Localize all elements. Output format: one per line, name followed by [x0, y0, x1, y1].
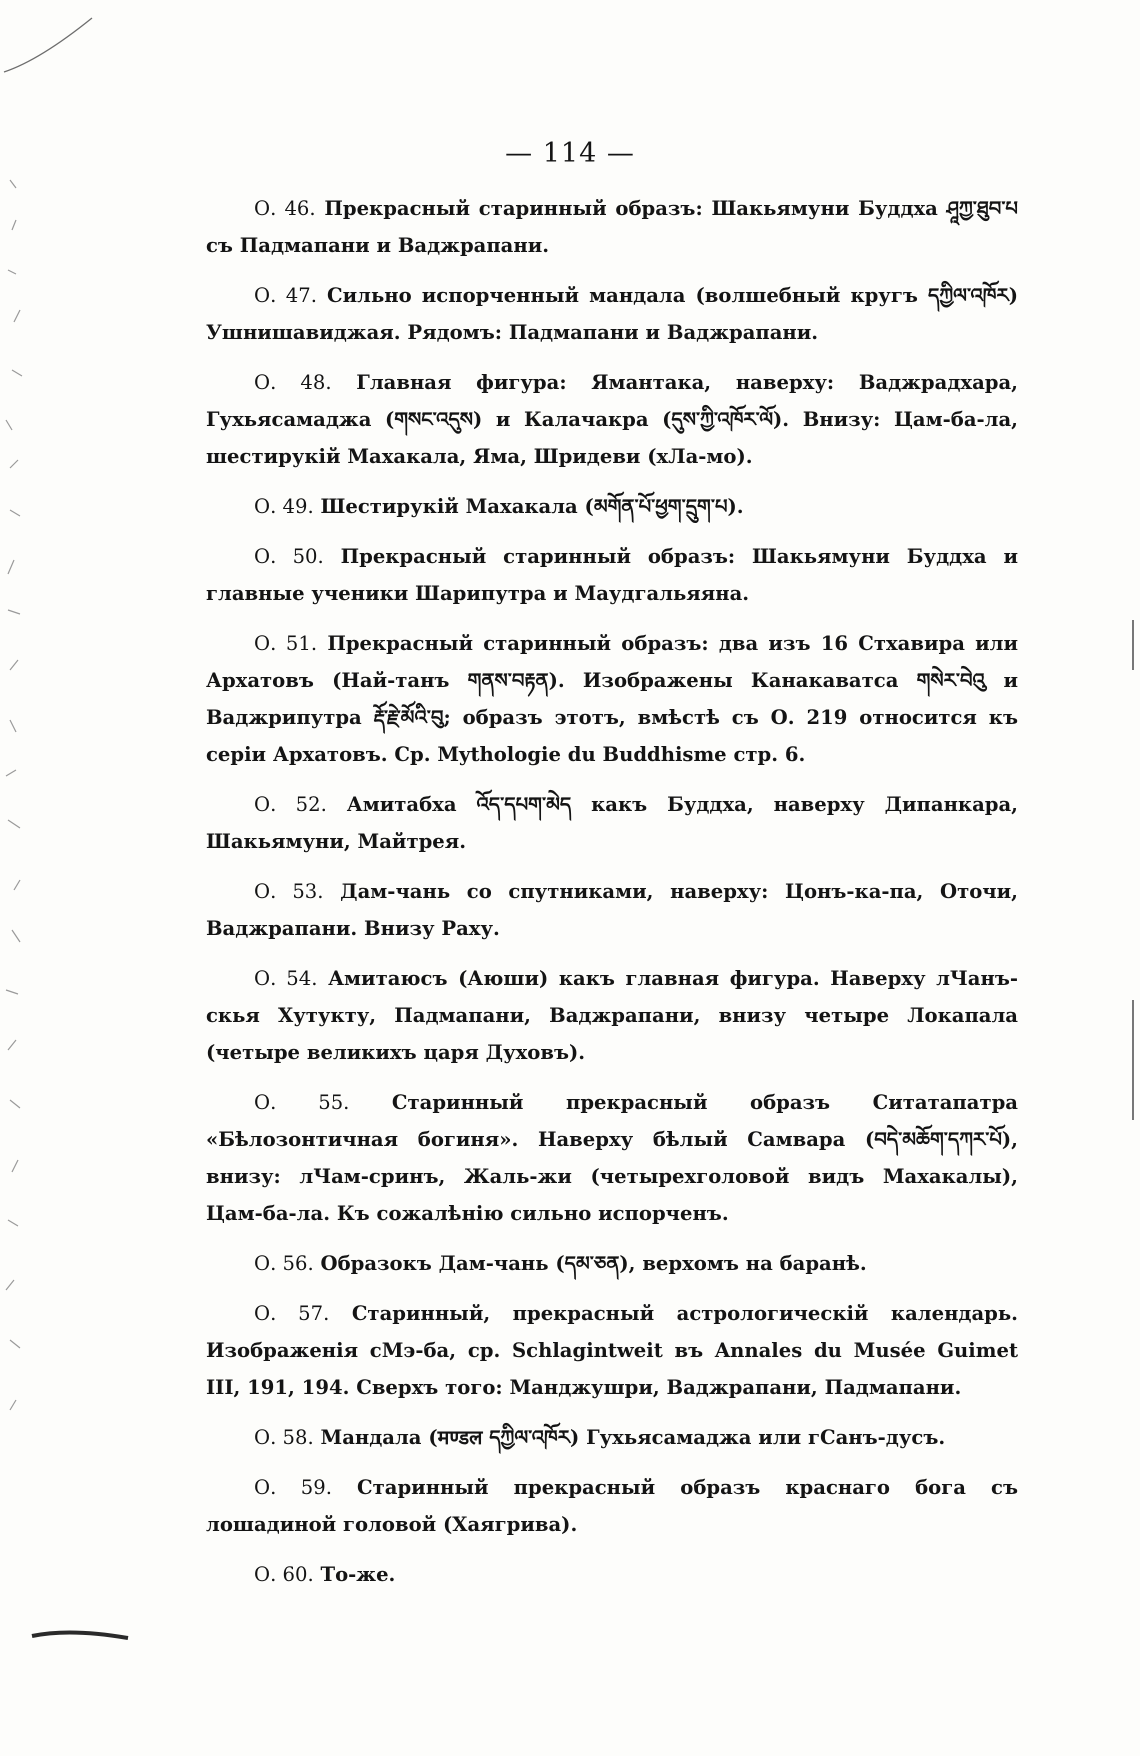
entry-text: Старинный, прекрасный астрологическій календарь. Изображенія сМэ-ба, ср. Schlagintweit въ Annales du Musée Guimet III, 191, 194. Сверхъ того: Манджушри, Ваджрапани, Падмапани.	[206, 1302, 1018, 1399]
catalog-entry	[206, 277, 1018, 351]
catalog-entry	[206, 1469, 1018, 1543]
entry-text: Мандала (मण्डल དཀྱིལ་འཁོར) Гухьясамаджа или гСанъ-дусъ.	[320, 1426, 946, 1449]
catalog-entries	[206, 190, 1018, 1606]
catalog-entry	[206, 873, 1018, 947]
catalog-entry	[206, 625, 1018, 773]
page-number: — 114 —	[505, 138, 635, 169]
catalog-entry	[206, 190, 1018, 264]
entry-text: Старинный прекрасный образъ Ситатапатра «Бѣлозонтичная богиня». Наверху бѣлый Самвара (བདེ་མཆོག་དཀར་པོ), внизу: лЧам-сринъ, Жаль-жи (четырехголовой видъ Махакалы), Цам-ба-ла. Къ сожалѣнію сильно испорченъ.	[206, 1091, 1018, 1225]
entry-text: Образокъ Дам-чань (དམ་ཅན), верхомъ на баранѣ.	[320, 1252, 867, 1275]
entry-code: О. 60.	[254, 1563, 314, 1586]
scan-edge-noise	[2, 160, 52, 1440]
entry-code: О. 57.	[254, 1302, 330, 1325]
entry-code: О. 52.	[254, 793, 327, 816]
catalog-entry	[206, 1295, 1018, 1406]
entry-text: Дам-чань со спутниками, наверху: Цонъ-ка-па, Оточи, Ваджрапани. Внизу Раху.	[206, 880, 1018, 940]
entry-code: О. 47.	[254, 284, 317, 307]
entry-text: Прекрасный старинный образъ: два изъ 16 Стхавира или Архатовъ (Най-танъ གནས་བརྟན). Изображены Канакаватса གསེར་བེའུ и Ваджрипутра རྡོ་རྗེ་མོའི་བུ; образъ этотъ, вмѣстѣ съ О. 219 относится къ серіи Архатовъ. Ср. Mythologie du Buddhisme стр. 6.	[206, 632, 1018, 766]
catalog-entry	[206, 1084, 1018, 1232]
entry-code: О. 48.	[254, 371, 332, 394]
entry-code: О. 56.	[254, 1252, 314, 1275]
entry-text: Амитабха འོད་དཔག་མེད какъ Буддха, наверху Дипанкара, Шакьямуни, Майтрея.	[206, 793, 1018, 853]
scan-edge-mark	[1132, 620, 1134, 670]
entry-code: О. 51.	[254, 632, 318, 655]
entry-text: Сильно испорченный мандала (волшебный кругъ དཀྱིལ་འཁོར) Ушнишавиджая. Рядомъ: Падмапани и Ваджрапани.	[206, 284, 1019, 344]
entry-code: О. 49.	[254, 495, 314, 518]
entry-code: О. 46.	[254, 197, 316, 220]
catalog-entry	[206, 488, 1018, 525]
catalog-entry	[206, 1245, 1018, 1282]
scan-smudge	[30, 1626, 130, 1640]
catalog-entry	[206, 1556, 1018, 1593]
entry-text: То-же.	[320, 1563, 396, 1586]
catalog-entry	[206, 960, 1018, 1071]
entry-code: О. 54.	[254, 967, 318, 990]
entry-text: Главная фигура: Ямантака, наверху: Ваджрадхара, Гухьясамаджа (གསང་འདུས) и Калачакра (དུས་ཀྱི་འཁོར་ལོ). Внизу: Цам-ба-ла, шестирукій Махакала, Яма, Шридеви (хЛа-мо).	[206, 371, 1018, 468]
entry-text: Старинный прекрасный образъ краснаго бога съ лошадиной головой (Хаягрива).	[206, 1476, 1018, 1536]
catalog-entry	[206, 1419, 1018, 1456]
entry-text: Прекрасный старинный образъ: Шакьямуни Буддха и главные ученики Шарипутра и Маудгальяяна.	[206, 545, 1018, 605]
entry-code: О. 58.	[254, 1426, 314, 1449]
entry-code: О. 55.	[254, 1091, 350, 1114]
entry-code: О. 53.	[254, 880, 324, 903]
catalog-entry	[206, 538, 1018, 612]
entry-text: Прекрасный старинный образъ: Шакьямуни Буддха ཤཱཀྱ་ཐུབ་པ съ Падмапани и Ваджрапани.	[206, 197, 1018, 257]
entry-text: Амитаюсъ (Аюши) какъ главная фигура. Наверху лЧанъ-скья Хутукту, Падмапани, Ваджрапани, внизу четыре Локапала (четыре великихъ царя Духовъ).	[206, 967, 1018, 1064]
scan-corner-stroke	[0, 10, 100, 80]
entry-code: О. 59.	[254, 1476, 332, 1499]
entry-text: Шестирукій Махакала (མགོན་པོ་ཕྱག་དྲུག་པ).	[320, 495, 744, 518]
scan-edge-mark	[1132, 1000, 1134, 1120]
catalog-entry	[206, 786, 1018, 860]
entry-code: О. 50.	[254, 545, 324, 568]
catalog-entry	[206, 364, 1018, 475]
